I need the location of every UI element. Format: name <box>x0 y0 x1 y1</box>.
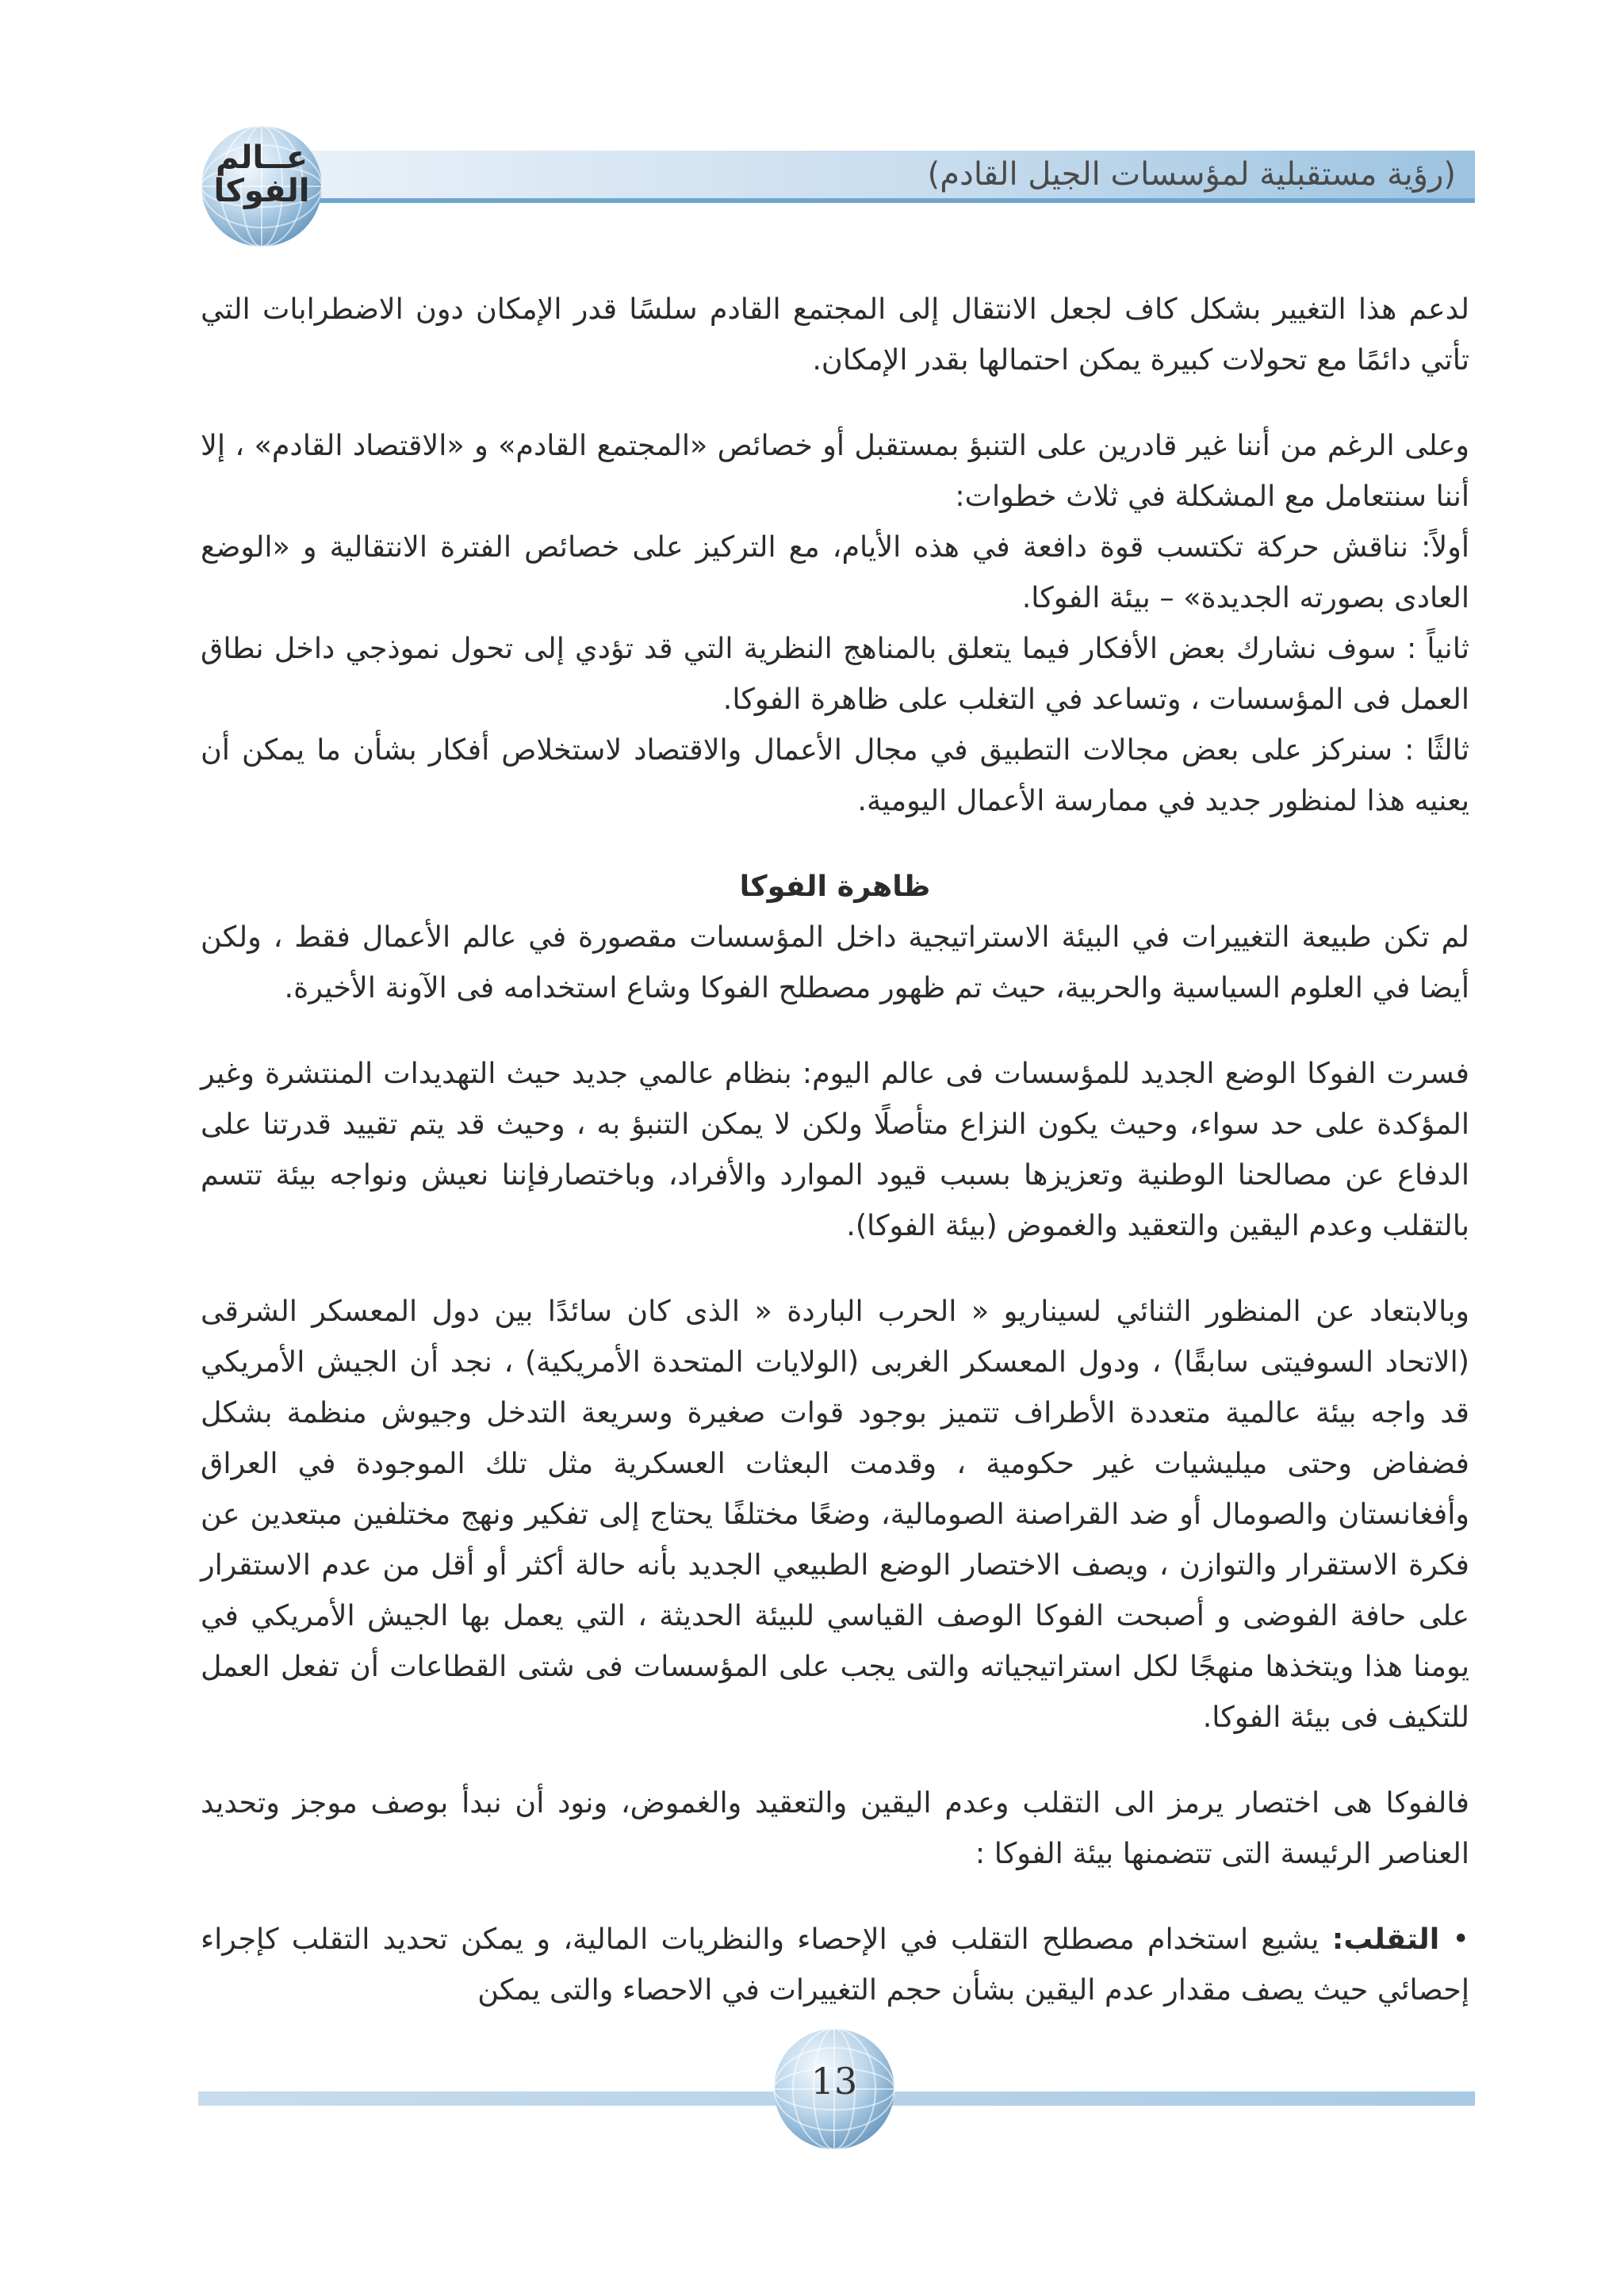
step-1: أولاً: نناقش حركة تكتسب قوة دافعة في هذه الأيام، مع التركيز على خصائص الفترة الانتقالية و «الوضع العادى بصورته الجديدة» – بيئة الفوكا. <box>201 530 1469 614</box>
page-body <box>201 284 1469 2015</box>
logo-line-2: الفوكا <box>213 173 310 209</box>
paragraph-cold-war: وبالابتعاد عن المنظور الثنائي لسيناريو « الحرب الباردة « الذى كان سائدًا بين دول المعسكر الشرقى (الاتحاد السوفيتى سابقًا) ، ودول المعسكر الغربى (الولايات المتحدة الأمريكية) ، نجد أن الجيش الأمريكي قد واجه بيئة عالمية متعددة الأطراف تتميز بوجود قوات صغيرة وسريعة التدخل وجيوش منظمة بشكل فضفاض وحتى ميليشيات غير حكومية ، وقدمت البعثات العسكرية مثل تلك الموجودة في العراق وأفغانستان والصومال أو ضد القراصنة الصومالية، وضعًا مختلفًا يحتاج إلى تفكير ونهج مختلفين مبتعدين عن فكرة الاستقرار والتوازن ، ويصف الاختصار الوضع الطبيعي الجديد بأنه حالة أكثر أو أقل من عدم الاستقرار على حافة الفوضى و أصبحت الفوكا الوصف القياسي للبيئة الحديثة ، التي يعمل بها الجيش الأمريكي في يومنا هذا ويتخذها منهجًا لكل استراتيجياته والتى يجب على المؤسسات فى شتى القطاعات أن تفعل العمل للتكيف فى بيئة الفوكا. <box>201 1294 1469 1734</box>
section-heading: ظاهرة الفوكا <box>739 869 931 903</box>
header-title: (رؤية مستقبلية لمؤسسات الجيل القادم) <box>927 156 1456 193</box>
logo-wordmark <box>198 141 325 208</box>
logo-line-1: عــالم <box>215 140 308 176</box>
bullet-text: يشيع استخدام مصطلح التقلب في الإحصاء والنظريات المالية، و يمكن تحديد التقلب كإجراء إحصائي حيث يصف مقدار عدم اليقين بشأن حجم التغييرات في الاحصاء والتى يمكن <box>201 1922 1469 2007</box>
paragraph-steps-intro: وعلى الرغم من أننا غير قادرين على التنبؤ بمستقبل أو خصائص «المجتمع القادم» و «الاقتصاد القادم» ، إلا أننا سنتعامل مع المشكلة في ثلاث خطوات: <box>201 428 1469 513</box>
step-3: ثالثًا : سنركز على بعض مجالات التطبيق في مجال الأعمال والاقتصاد لاستخلاص أفكار بشأن ما يمكن أن يعنيه هذا لمنظور جديد في ممارسة الأعمال اليومية. <box>201 733 1469 817</box>
step-2: ثانياً : سوف نشارك بعض الأفكار فيما يتعلق بالمناهج النظرية التي قد تؤدي إلى تحول نموذجي داخل نطاق العمل فى المؤسسات ، وتساعد في التغلب على ظاهرة الفوكا. <box>201 631 1469 716</box>
bullet-icon: • <box>1439 1922 1469 1956</box>
bullet-volatility <box>201 1914 1469 2015</box>
paragraph-acronym: فالفوكا هى اختصار يرمز الى التقلب وعدم اليقين والتعقيد والغموض، ونود أن نبدأ بوصف موجز وتحديد العناصر الرئيسة التى تتضمنها بيئة الفوكا : <box>201 1785 1469 1870</box>
bullet-label: التقلب: <box>1331 1922 1440 1956</box>
header-banner <box>297 151 1475 203</box>
paragraph-vuca-meaning: فسرت الفوكا الوضع الجديد للمؤسسات فى عالم اليوم: بنظام عالمي جديد حيث التهديدات المنتشرة وغير المؤكدة على حد سواء، وحيث يكون النزاع متأصلًا ولكن لا يمكن التنبؤ به ، وحيث قد يتم تقييد قدرتنا على الدفاع عن مصالحنا الوطنية وتعزيزها بسبب قيود الموارد والأفراد، وباختصارفإننا نعيش ونواجه بيئة تتسم بالتقلب وعدم اليقين والتعقيد والغموض (بيئة الفوكا). <box>201 1056 1469 1242</box>
paragraph-vuca-origin: لم تكن طبيعة التغييرات في البيئة الاستراتيجية داخل المؤسسات مقصورة في عالم الأعمال فقط ، ولكن أيضا في العلوم السياسية والحربية، حيث تم ظهور مصطلح الفوكا وشاع استخدامه فى الآونة الأخيرة. <box>201 920 1469 1004</box>
paragraph-intro: لدعم هذا التغيير بشكل كاف لجعل الانتقال إلى المجتمع القادم سلسًا قدر الإمكان دون الاضطرابات التي تأتي دائمًا مع تحولات كبيرة يمكن احتمالها بقدر الإمكان. <box>201 292 1469 377</box>
page-number: 13 <box>810 2060 858 2103</box>
